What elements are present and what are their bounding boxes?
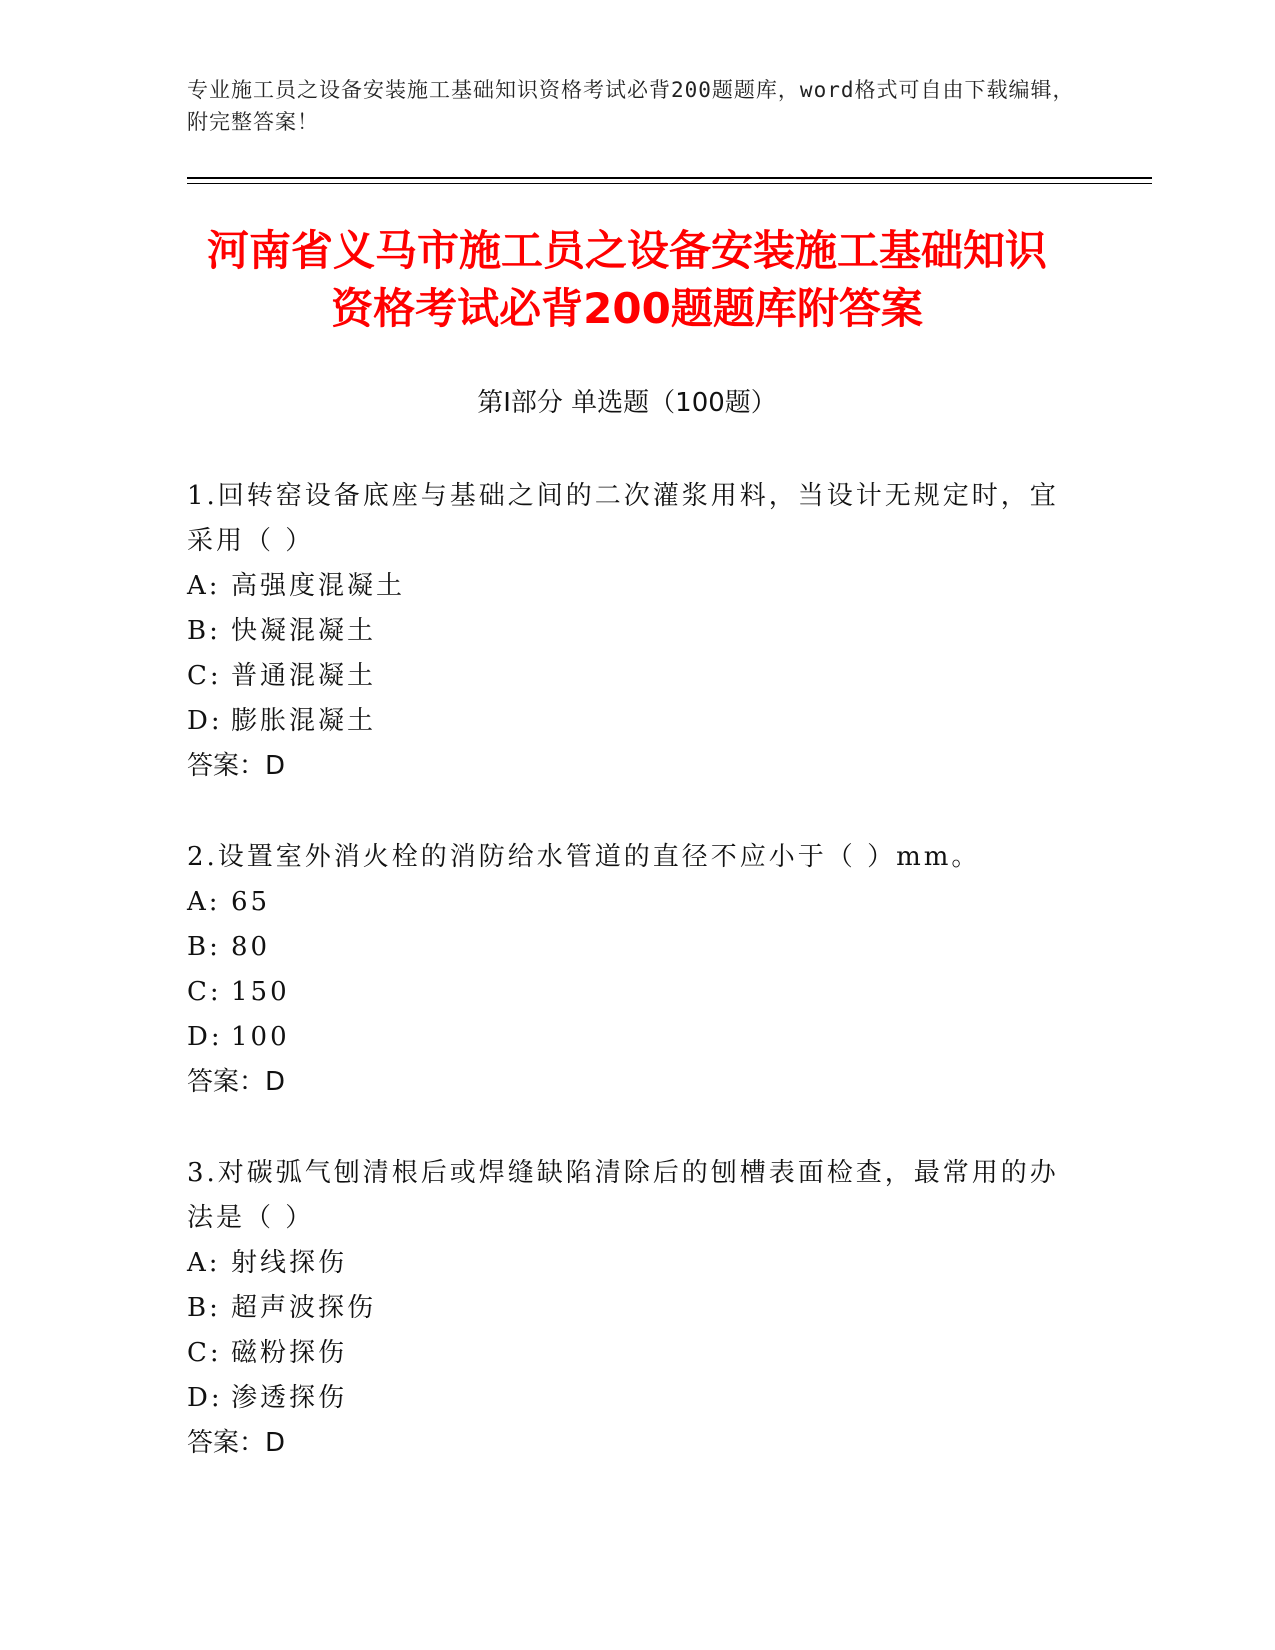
header-divider-thin — [187, 183, 1152, 184]
option-c — [187, 654, 1067, 699]
option-text: 射线探伤 — [231, 1248, 348, 1278]
option-b — [187, 609, 1067, 654]
option-c — [187, 1331, 1067, 1376]
option-text: 高强度混凝土 — [231, 571, 406, 601]
option-key: A: — [187, 571, 221, 601]
question-item — [187, 1151, 1067, 1466]
option-d — [187, 1376, 1067, 1421]
header-divider-thick — [187, 177, 1152, 179]
option-a — [187, 1241, 1067, 1286]
document-title: 河南省义马市施工员之设备安装施工基础知识资格考试必背200题题库附答案 — [206, 226, 1047, 333]
option-text: 100 — [231, 1022, 290, 1052]
section-title: 第Ⅰ部分 单选题（100题） — [477, 388, 777, 418]
answer-line: 答案：D — [187, 1428, 286, 1458]
question-item — [187, 835, 1067, 1105]
option-key: D: — [187, 706, 223, 736]
answer-line: 答案：D — [187, 1067, 286, 1097]
option-text: 膨胀混凝土 — [231, 706, 377, 736]
option-text: 快凝混凝土 — [231, 616, 377, 646]
option-key: B: — [187, 616, 221, 646]
question-list — [187, 474, 1067, 1512]
option-b — [187, 925, 1067, 970]
option-key: D: — [187, 1022, 223, 1052]
option-text: 普通混凝土 — [231, 661, 377, 691]
option-a — [187, 564, 1067, 609]
option-text: 65 — [231, 887, 271, 917]
option-key: C: — [187, 1338, 222, 1368]
option-text: 150 — [231, 977, 290, 1007]
option-text: 80 — [231, 932, 271, 962]
option-text: 渗透探伤 — [231, 1383, 348, 1413]
question-stem: 1.回转窑设备底座与基础之间的二次灌浆用料，当设计无规定时，宜采用（ ） — [187, 481, 1059, 556]
option-d — [187, 699, 1067, 744]
header-note: 专业施工员之设备安装施工基础知识资格考试必背200题题库，word格式可自由下载编辑，附完整答案！ — [187, 78, 1075, 134]
option-key: C: — [187, 977, 222, 1007]
answer-line: 答案：D — [187, 751, 286, 781]
question-stem: 3.对碳弧气刨清根后或焊缝缺陷清除后的刨槽表面检查，最常用的办法是（ ） — [187, 1158, 1059, 1233]
option-key: A: — [187, 887, 221, 917]
option-text: 磁粉探伤 — [231, 1338, 348, 1368]
question-item — [187, 474, 1067, 789]
option-c — [187, 970, 1067, 1015]
option-d — [187, 1015, 1067, 1060]
option-key: A: — [187, 1248, 221, 1278]
option-key: B: — [187, 932, 221, 962]
option-a — [187, 880, 1067, 925]
option-b — [187, 1286, 1067, 1331]
option-key: D: — [187, 1383, 223, 1413]
question-stem: 2.设置室外消火栓的消防给水管道的直径不应小于（ ）mm。 — [187, 842, 981, 872]
option-text: 超声波探伤 — [231, 1293, 377, 1323]
option-key: B: — [187, 1293, 221, 1323]
option-key: C: — [187, 661, 222, 691]
